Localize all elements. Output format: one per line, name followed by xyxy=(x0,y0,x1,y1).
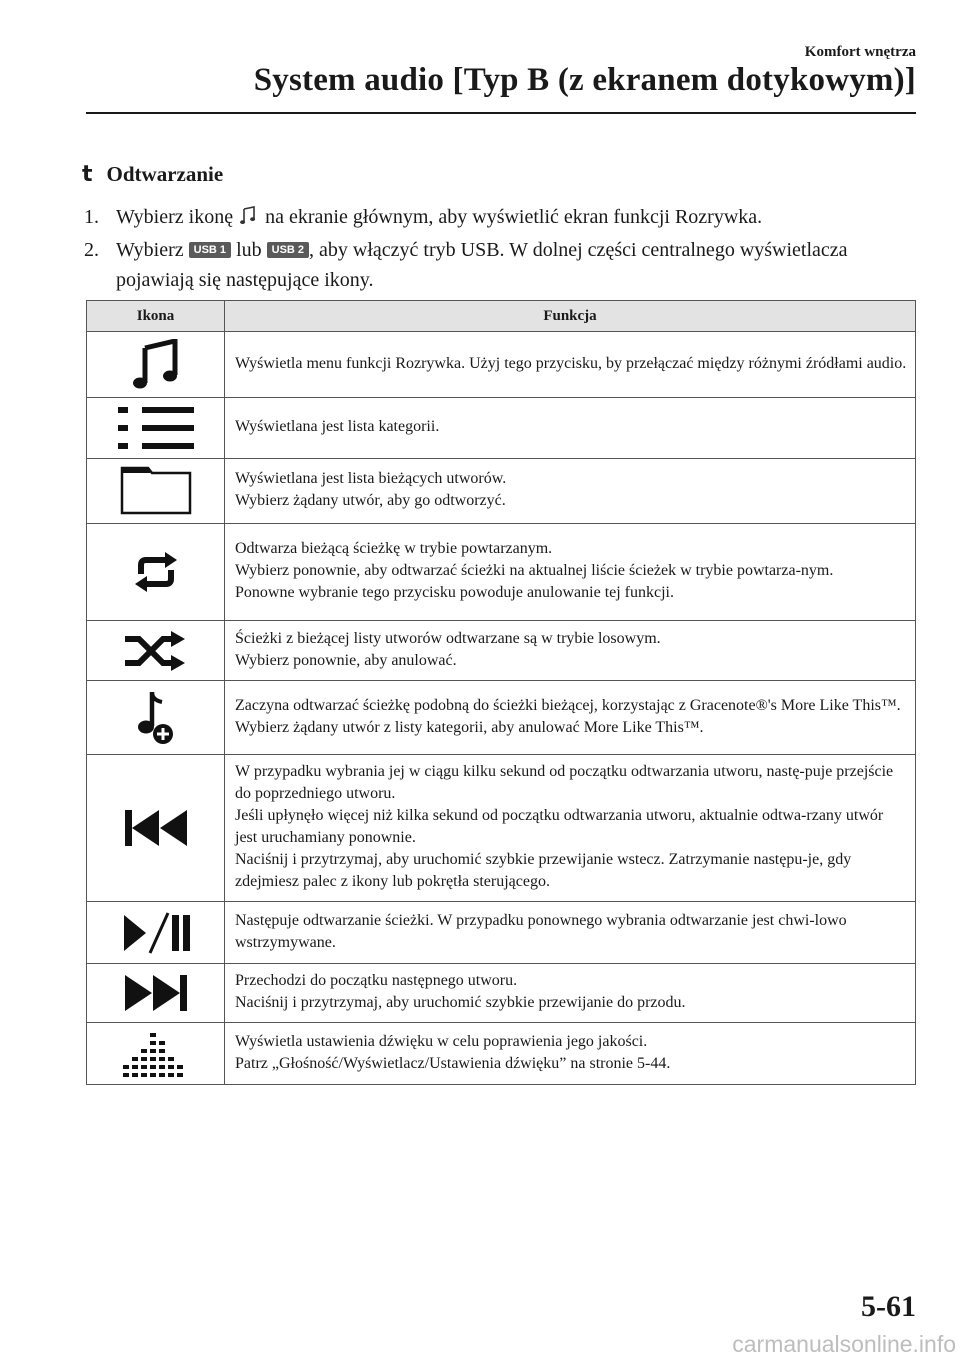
function-text: Odtwarza bieżącą ścieżkę w trybie powtarzanym. xyxy=(235,540,553,557)
table-row xyxy=(87,398,916,459)
table-row xyxy=(87,459,916,524)
function-text: Wybierz ponownie, aby odtwarzać ścieżki na aktualnej liście ścieżek w trybie powtarza-nym. xyxy=(235,562,834,579)
function-text: Wyświetla menu funkcji Rozrywka. Użyj tego przycisku, by przełączać między różnymi źródłami audio. xyxy=(235,354,907,372)
section-title: Odtwarzanie xyxy=(106,162,224,186)
step-1 xyxy=(84,202,904,235)
folder-icon xyxy=(120,482,192,499)
usb1-chip: USB 1 xyxy=(189,242,231,258)
step-text: Wybierz ikonę xyxy=(116,206,234,228)
function-text: Wyświetla ustawienia dźwięku w celu poprawienia jego jakości. xyxy=(235,1032,648,1050)
function-cell xyxy=(225,964,916,1023)
function-text: Patrz „Głośność/Wyświetlacz/Ustawienia dźwięku” na stronie 5-44. xyxy=(235,1054,671,1072)
play-pause-icon xyxy=(120,923,192,940)
function-text: Wyświetlana jest lista kategorii. xyxy=(235,418,440,435)
function-text: Ścieżki z bieżącej listy utworów odtwarzane są w trybie losowym. xyxy=(235,629,661,647)
function-table xyxy=(86,300,916,1085)
function-text: Jeśli upłynęło więcej niż kilka sekund od początku odtwarzania utworu, aktualnie odtwa-rzany utwór jest uruchamiany ponownie. xyxy=(235,807,884,846)
function-cell xyxy=(225,755,916,902)
repeat-icon xyxy=(129,563,183,580)
function-text: Naciśnij i przytrzymaj, aby uruchomić szybkie przewijanie wstecz. Zatrzymanie następu-je, gdy zdejmiesz palec z ikony lub pokrętła sterującego. xyxy=(235,851,852,890)
step-text: Wybierz xyxy=(116,239,184,261)
column-header-function: Funkcja xyxy=(225,301,916,332)
shuffle-icon xyxy=(123,641,189,658)
next-track-icon xyxy=(123,984,189,1001)
table-row xyxy=(87,524,916,621)
table-row xyxy=(87,621,916,681)
step-number: 1. xyxy=(84,206,99,228)
table-row xyxy=(87,1023,916,1085)
music-note-icon xyxy=(133,355,179,372)
previous-track-icon xyxy=(123,819,189,836)
function-text: Wybierz żądany utwór, aby go odtworzyć. xyxy=(235,492,506,509)
header-rule xyxy=(86,112,916,114)
list-icon xyxy=(116,419,196,436)
equalizer-icon xyxy=(123,1044,189,1061)
usb2-chip: USB 2 xyxy=(267,242,309,258)
column-header-icon: Ikona xyxy=(87,301,225,332)
watermark: carmanualsonline.info xyxy=(732,1331,956,1357)
table-row xyxy=(87,681,916,755)
steps-list xyxy=(84,202,904,295)
section-marker: t xyxy=(82,162,93,187)
step-text: na ekranie głównym, aby wyświetlić ekran funkcji Rozrywka. xyxy=(265,206,763,228)
function-cell xyxy=(225,524,916,621)
table-row xyxy=(87,332,916,398)
function-cell xyxy=(225,902,916,964)
function-text: Następuje odtwarzanie ścieżki. W przypadku ponownego wybrania odtwarzanie jest chwi-lowo wstrzymywane. xyxy=(235,911,847,951)
table-row xyxy=(87,902,916,964)
more-like-this-icon xyxy=(136,708,176,725)
table-row xyxy=(87,964,916,1023)
function-text: Wybierz żądany utwór z listy kategorii, aby anulować More Like This™. xyxy=(235,718,704,736)
function-text: Ponowne wybranie tego przycisku powoduje anulowanie tej funkcji. xyxy=(235,584,674,601)
function-cell xyxy=(225,398,916,459)
function-cell xyxy=(225,621,916,681)
page-title: System audio [Typ B (z ekranem dotykowym)] xyxy=(253,62,916,98)
music-note-icon xyxy=(240,205,256,235)
step-text: , aby włączyć tryb USB. W dolnej części centralnego wyświetlacza pojawiają się następujące ikony. xyxy=(116,239,848,291)
step-text: lub xyxy=(236,239,262,261)
table-row xyxy=(87,755,916,902)
header-chapter: Komfort wnętrza xyxy=(804,44,916,60)
function-text: Przechodzi do początku następnego utworu. xyxy=(235,972,518,989)
section-heading xyxy=(82,162,223,187)
function-text: W przypadku wybrania jej w ciągu kilku sekund od początku odtwarzania utworu, nastę-puje przejście do poprzedniego utworu. xyxy=(235,763,894,802)
function-text: Zaczyna odtwarzać ścieżkę podobną do ścieżki bieżącej, korzystając z Gracenote®'s More Like This™. xyxy=(235,696,901,714)
function-text: Wyświetlana jest lista bieżących utworów. xyxy=(235,470,507,487)
page-number: 5-61 xyxy=(861,1290,916,1323)
function-text: Wybierz ponownie, aby anulować. xyxy=(235,651,457,669)
function-cell xyxy=(225,681,916,755)
function-cell xyxy=(225,1023,916,1085)
table-header-row xyxy=(87,301,916,332)
step-2 xyxy=(84,235,904,295)
function-cell xyxy=(225,332,916,398)
function-text: Naciśnij i przytrzymaj, aby uruchomić szybkie przewijanie do przodu. xyxy=(235,994,686,1011)
step-number: 2. xyxy=(84,239,99,261)
function-cell xyxy=(225,459,916,524)
